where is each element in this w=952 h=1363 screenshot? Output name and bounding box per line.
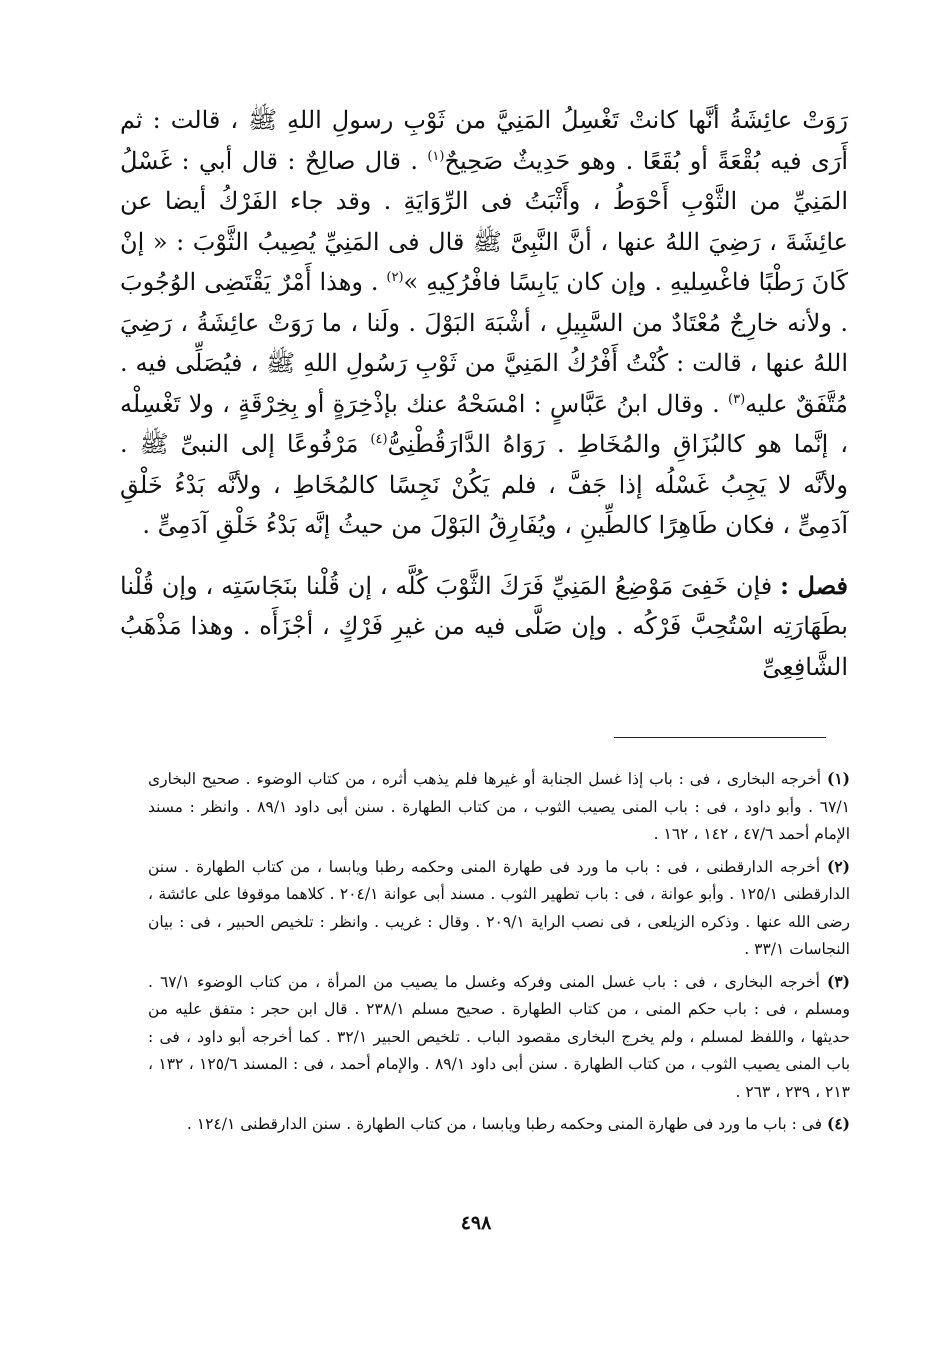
paragraph-1-part-b: . قال صالِحٌ : قال أبي : غَسْلُ المَنِيِّ من الثَّوْبِ أَحْوَطُ ، وأَثْبَتُ فى الرِّوَايَةِ . وقد جاء الفَرْكُ أيضا عن عائِشَةَ ، رَضِيَ اللهُ عنها ، أنَّ النَّبِىَّ ﷺ قال فى المَنِيِّ يُصِيبُ الثَّوْبَ : « إنْ كَانَ رَطْبًا فاغْسِليهِ . وإن كان يَابِسًا فافْرُكِيهِ »	[120, 146, 848, 296]
section-label-fasl: فصل :	[780, 570, 848, 600]
paragraph-1-part-c: . وهذا أَمْرٌ يَقْتَضِى الوُجُوبَ . ولأنه خارِجٌ مُعْتَادٌ من السَّبِيلِ ، أشْبَهَ البَوْلَ . ولَنا ، ما رَوَتْ عائِشَةُ ، رَضِيَ اللهُ عنها ، قالت : كُنْتُ أَفْرُكُ المَنِيَّ من ثَوْبِ رَسُولِ اللهِ ﷺ ، فيُصَلِّى فيه . مُتَّفَقٌ عليه	[120, 268, 848, 418]
footnote-number: (٣)	[826, 971, 850, 991]
footnote-text: أخرجه البخارى ، فى : باب غسل المنى وفركه وغسل ما يصيب من المرأة ، من كتاب الوضوء ٦٧/١ . ومسلم ، فى : باب حكم المنى ، من كتاب الطهارة . صحيح مسلم ٢٣٨/١ . قال ابن حجر : متفق عليه من حديثها ، واللفظ لمسلم ، ولم يخرج البخارى مقصود الباب . تلخيص الحبير ٣٢/١ . كما أخرجه أبو داود ، فى : باب المنى يصيب الثوب ، من كتاب الطهارة . سنن أبى داود ٨٩/١ . والإمام أحمد ، فى : المسند ١٢٥/٦ ، ١٣٢ ، ٢١٣ ، ٢٣٩ ، ٢٦٣ .	[148, 972, 851, 1101]
paragraph-2-text: فإن خَفِىَ مَوْضِعُ المَنِيِّ فَرَكَ الثَّوْبَ كُلَّه ، إن قُلْنا بنَجَاسَتِه ، وإن قُلْنا بطَهَارَتِه اسْتُحِبَّ فَرْكُه . وإن صَلَّى فيه من غيرِ فَرْكٍ ، أجْزَأَه . وهذا مَذْهَبُ الشَّافِعِىِّ	[120, 571, 848, 681]
paragraph-1-part-d: . وقال ابنُ عَبَّاسٍ : امْسَحْهُ عنك بإذْخِرَةٍ أو بِخِرْقَةٍ ، ولا تَغْسِلْه ، إنَّما هو كالبُزَاقِ والمُخَاطِ . رَوَاهُ الدَّارَقُطْنِىُّ	[120, 389, 848, 458]
paragraph-1-part-a: رَوَتْ عائِشَةُ أنَّها كانتْ تَغْسِلُ المَنِيَّ من ثَوْبِ رسولِ اللهِ ﷺ ، قالت : ثم أَرَى فيه بُقْعَةً أو بُقَعًا . وهو حَدِيثٌ صَحِيحٌ	[120, 106, 849, 175]
main-text-block	[120, 100, 848, 687]
footnote-number: (١)	[826, 769, 850, 788]
footnote-3	[148, 968, 850, 1107]
footnote-text: فى : باب ما ورد فى طهارة المنى وحكمه رطبا ويابسا ، من كتاب الطهارة . سنن الدارقطنى ١٢٤/١ .	[186, 1115, 827, 1133]
footnote-text: أخرجه الدارقطنى ، فى : باب ما ورد فى طهارة المنى وحكمه رطبا ويابسا ، من كتاب الطهارة . سنن الدارقطنى ١٢٥/١ . وأبو عوانة ، فى : باب تطهير الثوب . مسند أبى عوانة ٢٠٤/١ . كلاهما موقوفا على عائشة ، رضى الله عنها . وذكره الزيلعى ، فى نصب الراية ٢٠٩/١ . وقال : غريب . وانظر : تلخيص الحبير ، فى : بيان النجاسات ٣٣/١ .	[148, 857, 851, 958]
main-paragraph-2	[120, 566, 848, 688]
footnote-separator-line	[614, 737, 826, 738]
footnote-ref-4[interactable]: (٤)	[370, 432, 388, 447]
footnote-number: (٢)	[826, 856, 850, 876]
footnote-ref-2[interactable]: (٢)	[386, 270, 404, 285]
footnote-1	[148, 765, 850, 849]
page-number: ٤٩٨	[460, 1212, 492, 1234]
paragraph-1-part-e: مَرْفُوعًا إلى النبىِّ ﷺ . ولأنَّه لا يَجِبُ غَسْلُه إذا جَفَّ ، فلم يَكُنْ نَجِسًا كالمُخَاطِ ، ولأنَّه بَدْءُ خَلْقِ آدَمِىٍّ ، فكان طَاهِرًا كالطِّينِ ، ويُفَارِقُ البَوْلَ من حيثُ إنَّه بَدْءُ خَلْقِ آدَمِىٍّ .	[120, 430, 848, 539]
main-paragraph-1	[120, 100, 848, 546]
footnote-text: أخرجه البخارى ، فى : باب إذا غسل الجنابة أو غيرها فلم يذهب أثره ، من كتاب الوضوء . صحيح البخارى ٦٧/١ . وأبو داود ، فى : باب المنى يصيب الثوب ، من كتاب الطهارة . سنن أبى داود ٨٩/١ . وانظر : مسند الإمام أحمد ٤٧/٦ ، ١٤٢ ، ١٦٢ .	[148, 770, 850, 843]
footnote-2	[148, 853, 850, 964]
footnotes-block	[148, 765, 850, 1143]
footnote-4	[148, 1110, 850, 1139]
footnote-ref-3[interactable]: (٣)	[728, 391, 746, 407]
footnote-ref-1[interactable]: (١)	[427, 148, 445, 164]
footnote-number: (٤)	[826, 1114, 850, 1133]
